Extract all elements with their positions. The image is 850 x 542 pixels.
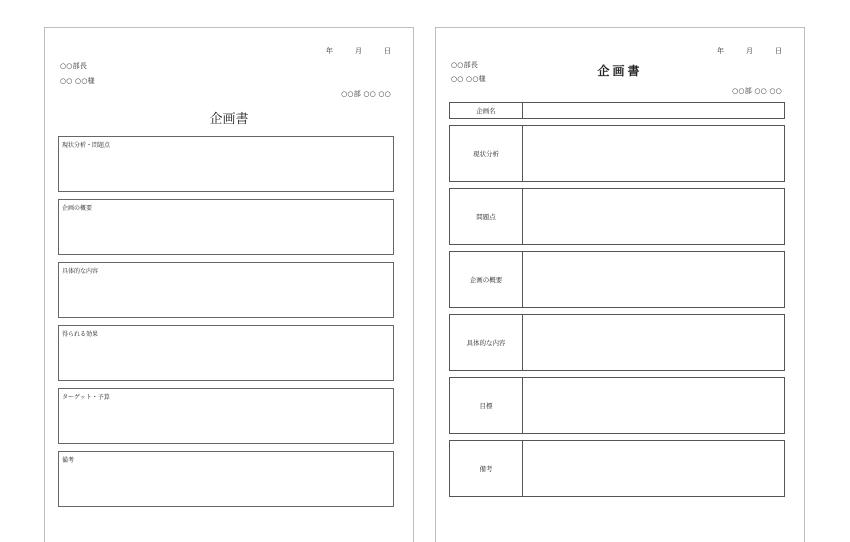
- plan-name-label: 企画名: [450, 103, 523, 118]
- form-row: [449, 188, 785, 245]
- date-line: [717, 46, 782, 56]
- section-label: 備考: [62, 457, 75, 464]
- section-label: 得られる効果: [62, 331, 99, 338]
- section-box: [58, 199, 394, 255]
- form-row: [449, 251, 785, 308]
- form-row: [449, 377, 785, 434]
- sender-name: ○○部 ○○ ○○: [341, 90, 391, 98]
- date-line: [326, 46, 391, 56]
- recipient-dept: ○○部長: [451, 61, 479, 69]
- row-label: 企画の概要: [450, 252, 523, 307]
- row-field[interactable]: [523, 315, 784, 370]
- row-label: 具体的な内容: [450, 315, 523, 370]
- recipient-name: ○○ ○○様: [60, 77, 95, 85]
- section-label: 具体的な内容: [62, 268, 99, 275]
- plan-name-field[interactable]: [523, 103, 784, 118]
- row-field[interactable]: [523, 126, 784, 181]
- section-box: [58, 388, 394, 444]
- row-label: 問題点: [450, 189, 523, 244]
- year-label: 年: [717, 47, 724, 55]
- row-label: 目標: [450, 378, 523, 433]
- section-label: ターゲット・予算: [62, 394, 110, 401]
- row-field[interactable]: [523, 441, 784, 496]
- row-field[interactable]: [523, 189, 784, 244]
- year-label: 年: [326, 47, 333, 55]
- section-label: 企画の概要: [62, 205, 93, 212]
- form-row: [449, 314, 785, 371]
- left-form-page: [44, 27, 414, 542]
- recipient-dept: ○○部長: [60, 62, 88, 70]
- document-title: 企画書: [597, 64, 643, 78]
- section-label: 現状分析・問題点: [62, 142, 111, 149]
- section-box: [58, 262, 394, 318]
- section-box: [58, 325, 394, 381]
- recipient-name: ○○ ○○様: [451, 75, 486, 83]
- month-label: 月: [355, 47, 362, 55]
- right-form-page: [435, 27, 805, 542]
- form-row: [449, 440, 785, 497]
- document-title: 企画書: [209, 112, 249, 127]
- row-field[interactable]: [523, 378, 784, 433]
- day-label: 日: [775, 47, 782, 55]
- month-label: 月: [746, 47, 753, 55]
- plan-name-row: [449, 102, 785, 119]
- row-label: 現状分析: [450, 126, 523, 181]
- row-field[interactable]: [523, 252, 784, 307]
- form-row: [449, 125, 785, 182]
- day-label: 日: [384, 47, 391, 55]
- sender-name: ○○部 ○○ ○○: [732, 87, 782, 95]
- section-box: [58, 136, 394, 192]
- section-box: [58, 451, 394, 507]
- row-label: 備考: [450, 441, 523, 496]
